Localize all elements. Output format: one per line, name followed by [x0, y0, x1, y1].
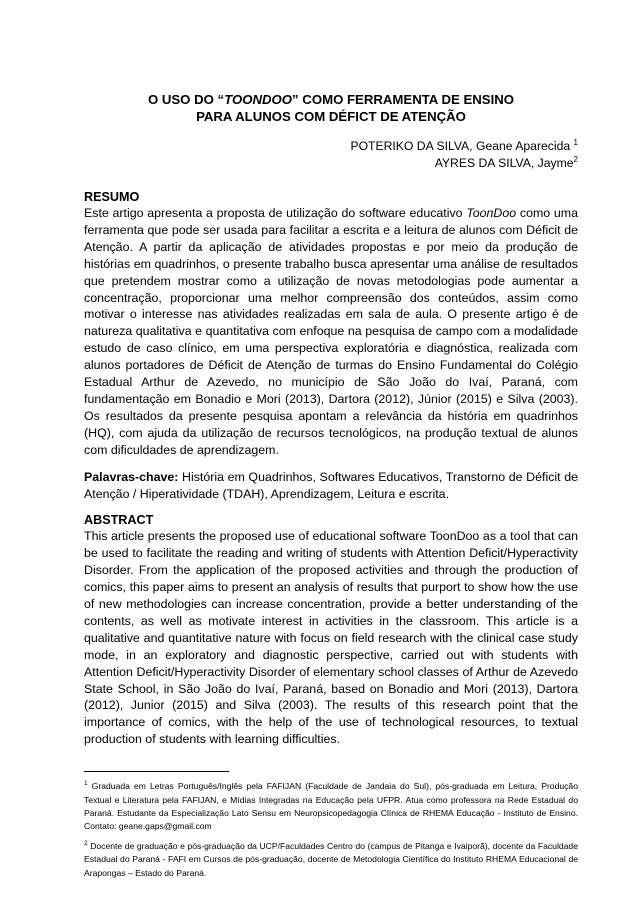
keywords-paragraph: [84, 469, 578, 503]
title-line-2: PARA ALUNOS COM DÉFICT DE ATENÇÃO: [196, 109, 466, 124]
resumo-paragraph: [84, 205, 578, 459]
footnote-divider: [84, 771, 229, 772]
author-1: [84, 138, 578, 155]
author-2: [84, 155, 578, 172]
footnote-2: [84, 840, 578, 880]
title-line-1: [84, 91, 578, 108]
footnote-1-mark: 1: [84, 780, 88, 788]
footnote-2-text: Docente de graduação e pós-graduação da UCP/Faculdades Centro do (campus de Pitanga e Ivaiporã), docente da Faculdade Estadual do Paraná - FAFI em Cursos de pós-graduação, docente de Metodologia Científica do Instituto RHEMA Educacional de Arapongas – Estado do Paraná.: [84, 840, 578, 878]
abstract-heading: ABSTRACT: [84, 513, 154, 528]
title-italic-term: TOONDOO: [224, 92, 293, 107]
footnote-1-text: Graduada em Letras Português/Inglês pela FAFIJAN (Faculdade de Jandaia do Sul), pós-graduada em Leitura, Produção Textual e Literatura pela FAFIJAN, e Mídias Integradas na Educação pela UFPR. Atua como professora na Rede Estadual do Paraná. Estudante da Especialização Lato Sensu em Neuropsicopedagogia Clínica de RHEMA Educação - Instituto de Ensino. Contato: geane.gaps@gmail.com: [84, 781, 578, 832]
resumo-heading: RESUMO: [84, 190, 140, 204]
footnote-1: [84, 780, 578, 834]
keywords-text: História em Quadrinhos, Softwares Educativos, Transtorno de Déficit de Atenção / Hiperatividade (TDAH), Aprendizagem, Leitura e escrita.: [84, 469, 578, 501]
resumo-italic-term: ToonDoo: [466, 206, 517, 220]
resumo-text-pre: Este artigo apresenta a proposta de utilização do software educativo: [84, 206, 467, 220]
keywords-label: Palavras-chave:: [84, 469, 179, 484]
author-block: [84, 138, 578, 172]
author-2-name: AYRES DA SILVA, Jayme: [434, 156, 574, 170]
title-line-1-post: ” COMO FERRAMENTA DE ENSINO: [292, 92, 515, 107]
resumo-text-post: como uma ferramenta que pode ser usada para facilitar a escrita e a leitura de alunos com Déficit de Atenção. A partir da aplicação de atividades propostas e por meio da produção de histórias em quadrinhos, o presente trabalho busca apresentar uma análise de resultados que pretendem mostrar como a utilização de novas metodologias pode aumentar a concentração, proporcionar uma melhor compreensão dos conteúdos, assim como motivar o interesse nas atividades realizadas em sala de aula. O presente artigo é de natureza qualitativa e quantitativa com enfoque na pesquisa de campo com a modalidade estudo de caso clínico, em uma perspectiva exploratória e diagnóstica, realizada com alunos portadores de Déficit de Atenção de turmas do Ensino Fundamental do Colégio Estadual Arthur de Azevedo, no município de São João do Ivaí, Paraná, com fundamentação em Bonadio e Mori (2013), Dartora (2012), Júnior (2015) e Silva (2003). Os resultados da presente pesquisa apontam a relevância da história em quadrinhos (HQ), com ajuda da utilização de recursos tecnológicos, na produção textual de alunos com dificuldades de aprendizagem.: [84, 206, 578, 457]
author-1-name: POTERIKO DA SILVA, Geane Aparecida: [350, 139, 571, 153]
footnote-2-mark: 2: [84, 839, 88, 847]
author-2-footnote-mark: 2: [573, 154, 578, 164]
page-title: [84, 91, 578, 125]
abstract-paragraph: This article presents the proposed use of educational software ToonDoo as a tool that can be used to facilitate the reading and writing of students with Attention Deficit/Hyperactivity Disorder. From the application of the proposed activities and through the production of comics, this paper aims to present an analysis of results that purport to show how the use of new methodologies can increase concentration, provide a better understanding of the contents, as well as motivate interest in activities in the classroom. This article is a qualitative and quantitative nature with focus on field research with the clinical case study mode, in an exploratory and diagnostic perspective, carried out with students with Attention Deficit/Hyperactivity Disorder of elementary school classes of Arthur de Azevedo State School, in São João do Ivaí, Paraná, based on Bonadio and Mori (2013), Dartora (2012), Junior (2015) and Silva (2003). The results of this research point that the importance of comics, with the help of the use of technological resources, to textual production of students with learning difficulties.: [84, 529, 578, 747]
title-line-1-pre: O USO DO “: [147, 92, 225, 107]
author-1-footnote-mark: 1: [573, 137, 578, 147]
